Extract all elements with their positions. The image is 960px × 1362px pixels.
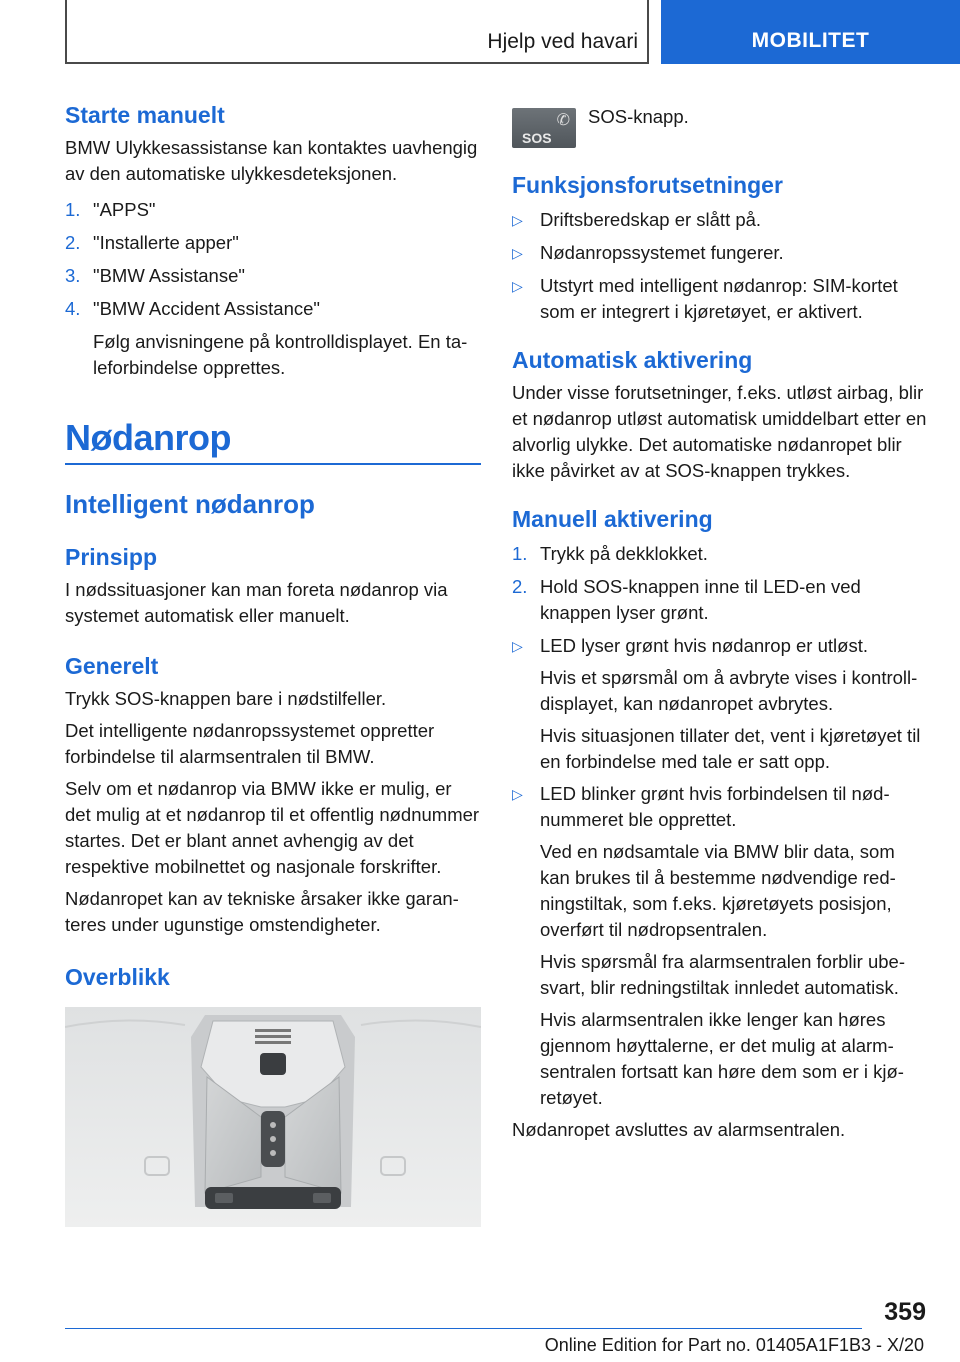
header-chapter-tab[interactable]: MOBILITET <box>661 0 960 64</box>
start-manual-text: BMW Ulykkesassistanse kan kontaktes uavhengig av den automatiske ulykkesdeteksjonen. <box>65 137 478 184</box>
list-item: 1. "APPS" <box>65 199 156 220</box>
overblikk-heading: Overblikk <box>65 964 170 990</box>
footer-edition: Online Edition for Part no. 01405A1F1B3 - X/20 <box>544 1335 924 1355</box>
triangle-bullet-icon: ▷ <box>512 786 523 802</box>
nodanrop-heading-wrap <box>65 417 481 465</box>
right-column <box>512 100 927 1143</box>
page-title: Nødanrop <box>65 417 231 458</box>
funk-heading: Funksjonsforutsetninger <box>512 172 783 198</box>
auto-text: Under visse forutsetninger, f.eks. utløst airbag, blir et nødanrop utløst automatisk umiddelbart etter en alvorlig ulykke. Det automatiske nødanropet blir ikke påvirket av at SOS-knappen trykkes. <box>512 382 927 481</box>
generelt-text-1: Trykk SOS-knappen bare i nødstilfeller. <box>65 688 387 709</box>
manual-steps-list <box>512 541 927 626</box>
list-item: ▷ LED lyser grønt hvis nødanrop er utløst. <box>512 633 927 659</box>
led2-text-2: Hvis spørsmål fra alarmsentralen forblir ubesvart, blir redningstiltak innledet automatisk. <box>540 951 905 998</box>
triangle-bullet-icon: ▷ <box>512 245 523 261</box>
list-item: 2. "Installerte apper" <box>65 232 239 253</box>
step4-extra-text: Følg anvisningene på kontrolldisplayet. En taleforbindelse opprettes. <box>93 331 468 378</box>
footer-divider <box>65 1328 862 1329</box>
triangle-bullet-icon: ▷ <box>512 638 523 654</box>
list-item: ▷ Nødanropssystemet fungerer. <box>512 240 927 266</box>
prinsipp-text: I nødssituasjoner kan man foreta nødanrop via systemet automatisk eller manuelt. <box>65 579 448 626</box>
list-item: 3. "BMW Assistanse" <box>65 265 245 286</box>
generelt-text-2: Det intelligente nødanropssystemet oppretter forbindelse til alarmsentralen til BMW. <box>65 720 435 767</box>
triangle-bullet-icon: ▷ <box>512 278 523 294</box>
generelt-text-4: Nødanropet kan av tekniske årsaker ikke garanteres under ugunstige omstendigheter. <box>65 888 459 935</box>
end-text: Nødanropet avsluttes av alarmsentralen. <box>512 1119 846 1140</box>
led2-text-3: Hvis alarmsentralen ikke lenger kan høres gjennom høyttalerne, er det mulig at alarmsentralen fortsatt kan høre dem som er i kjøretøyet. <box>540 1009 904 1108</box>
auto-heading: Automatisk aktivering <box>512 347 753 373</box>
generelt-heading: Generelt <box>65 653 159 679</box>
list-item: ▷ Utstyrt med intelligent nødanrop: SIM-kortet som er integrert i kjøretøyet, er aktivert. <box>512 273 927 325</box>
list-item: 4. "BMW Accident Assistance" <box>65 298 320 319</box>
led2-text-1: Ved en nødsamtale via BMW blir data, som kan brukes til å bestemme nødvendige redningstiltak, som f.eks. kjøretøyets posisjon, overført til nødropsentralen. <box>540 841 896 940</box>
start-steps-list <box>65 197 481 322</box>
manual-heading: Manuell aktivering <box>512 506 713 532</box>
intelligent-heading: Intelligent nødanrop <box>65 489 315 519</box>
overhead-console-illustration <box>65 1007 481 1227</box>
sos-button-row <box>512 100 927 148</box>
list-item: 1. Trykk på dekklokket. <box>512 543 708 564</box>
page-number: 359 <box>884 1298 926 1326</box>
triangle-bullet-icon: ▷ <box>512 212 523 228</box>
start-manual-heading: Starte manuelt <box>65 102 225 128</box>
generelt-text-3: Selv om et nødanrop via BMW ikke er mulig, er det mulig at et nødanrop til et offentlig nødnummer startes. Det er blant annet avhengig av det respektive mobilnettet og nasjonale forskrifter. <box>65 778 480 877</box>
sos-label: SOS-knapp. <box>588 106 689 127</box>
list-item: ▷ Driftsberedskap er slått på. <box>512 207 927 233</box>
led-list-2 <box>512 781 927 833</box>
sos-button-icon <box>512 108 576 148</box>
led-list <box>512 633 927 659</box>
phone-handset-icon: ✆ <box>556 112 570 129</box>
list-item: 2. Hold SOS-knappen inne til LED-en ved knappen lyser grønt. <box>512 576 861 623</box>
sos-icon-text: SOS <box>522 130 552 146</box>
led1-text-1: Hvis et spørsmål om å avbryte vises i kontrolldisplayet, kan nødanropet avbrytes. <box>540 667 918 714</box>
prinsipp-heading: Prinsipp <box>65 544 158 570</box>
header-section-title: Hjelp ved havari <box>487 30 638 53</box>
list-item: ▷ LED blinker grønt hvis forbindelsen til nødnummeret ble opprettet. <box>512 781 927 833</box>
left-column <box>65 100 481 1227</box>
funk-list <box>512 207 927 325</box>
led1-text-2: Hvis situasjonen tillater det, vent i kjøretøyet til en forbindelse med tale er satt opp. <box>540 725 921 772</box>
overhead-console-photo <box>65 1007 481 1227</box>
